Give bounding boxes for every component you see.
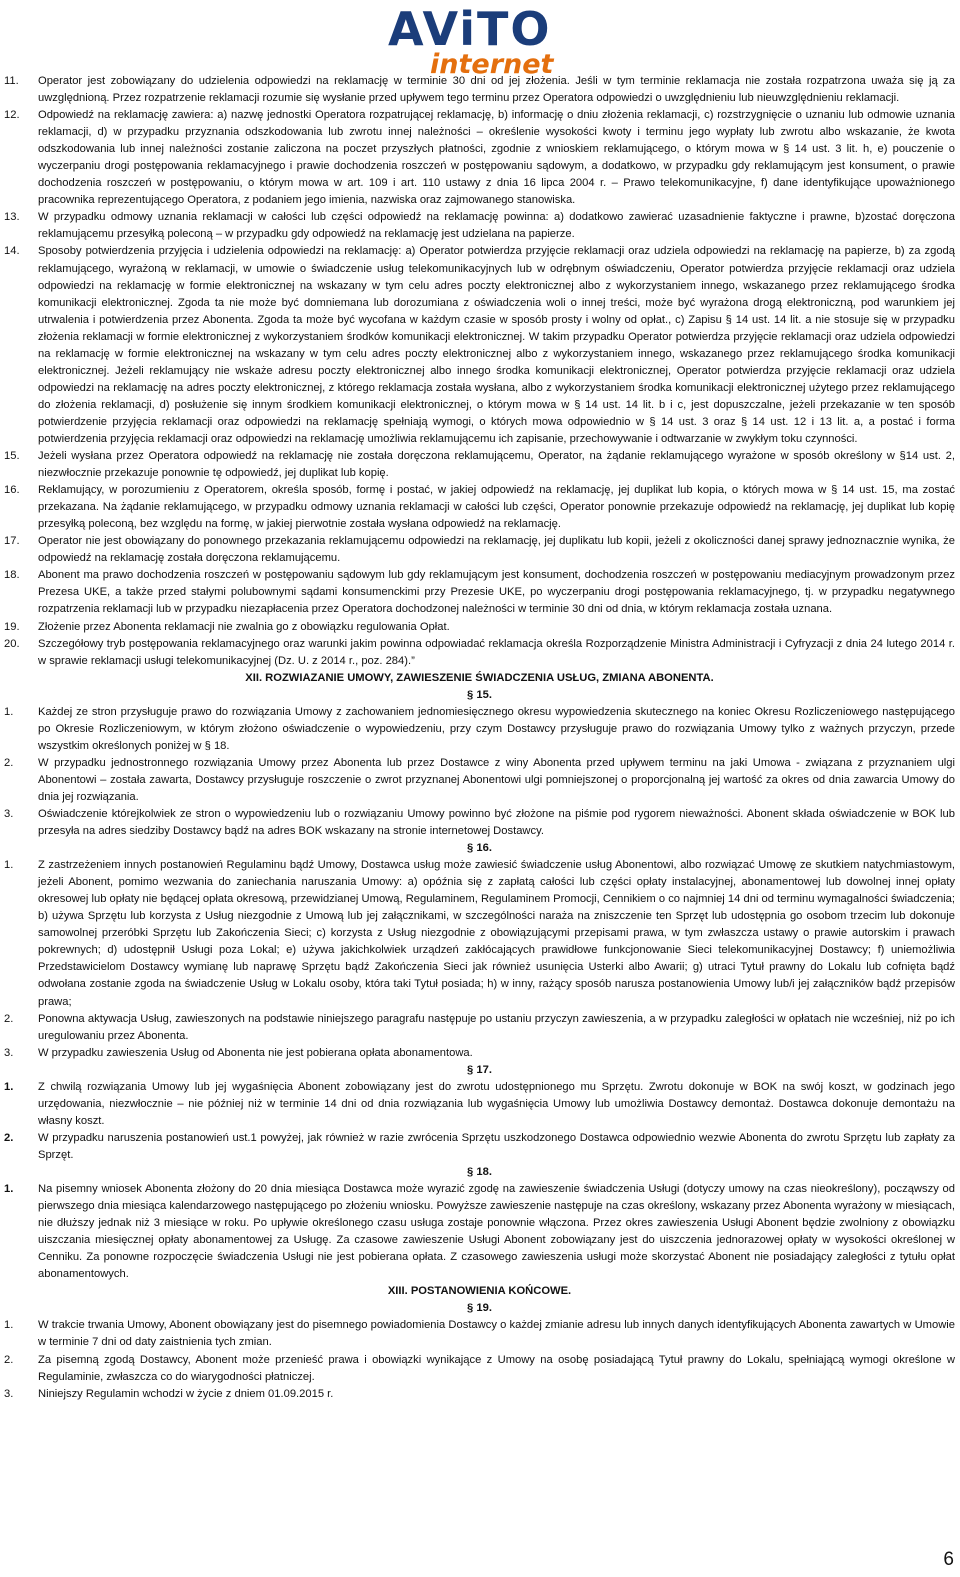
item-number: 2. <box>4 756 14 769</box>
section-heading: XII. ROZWIAZANIE UMOWY, ZAWIESZENIE ŚWIADCZENIA USŁUG, ZMIANA ABONENTA. <box>245 671 714 684</box>
item-number: 19. <box>4 620 20 633</box>
list-item <box>4 243 955 448</box>
list-item <box>4 1079 955 1130</box>
regulation-document <box>4 73 955 1403</box>
list-item <box>4 636 955 670</box>
item-number: 2. <box>4 1012 14 1025</box>
item-text: Szczegółowy tryb postępowania reklamacyjnego oraz warunki jakim powinna odpowiadać reklamacja określa Rozporządzenie Ministra Administracji i Cyfryzacji z dnia 24 lutego 2014 r. w sprawie reklamacji usługi telekomunikacyjnej (Dz. U. z 2014 r., poz. 284).” <box>38 637 955 667</box>
list-item <box>4 1352 955 1386</box>
item-text: Ponowna aktywacja Usług, zawieszonych na podstawie niniejszego paragrafu następuje po ustaniu przyczyn zawieszenia, a w przypadku zaległości w opłatach nie wcześniej, niż po ich uregulowaniu przez Abonenta. <box>38 1012 955 1042</box>
list-item <box>4 704 955 755</box>
item-number: 1. <box>4 859 14 872</box>
list-item <box>4 1181 955 1283</box>
item-text: Niniejszy Regulamin wchodzi w życie z dniem 01.09.2015 r. <box>38 1387 334 1400</box>
list-item <box>4 73 955 107</box>
item-number: 14. <box>4 245 20 258</box>
item-number: 3. <box>4 808 14 821</box>
item-number: 3. <box>4 1387 14 1400</box>
list-item <box>4 107 955 209</box>
list-item <box>4 1011 955 1045</box>
item-text: W przypadku jednostronnego rozwiązania Umowy przez Abonenta lub przez Dostawce z winy Abonenta przed upływem terminu na jaki Umowa - związana z przyznaniem ulgi Abonentowi – została zawarta, Dostawcy przysługuje roszczenie o zwrot przyznanej Abonentowi ulgi pomniejszonej o proporcjonalną jej wartość za okres od dnia zawarcia Umowy do dnia jej rozwiązania. <box>38 756 955 803</box>
item-text: Abonent ma prawo dochodzenia roszczeń w postępowaniu sądowym lub gdy reklamującym jest konsument, dochodzenia roszczeń w postępowaniu mediacyjnym prowadzonym przez Prezesa UKE, a także przed stałymi polubownymi sądami konsumenckimi przy Prezesie UKE, po wyczerpaniu drogi postępowania reklamacyjnego, tj. w przypadku negatywnego rozpatrzenia reklamacji lub w przypadku niezapłacenia przez Operatora dochodzonej należności w terminie 30 dni od dnia, w którym reklamacja została uznana. <box>38 569 955 616</box>
item-text: W przypadku odmowy uznania reklamacji w całości lub części odpowiedź na reklamację powinna: a) dodatkowo zawierać uzasadnienie faktyczne i prawne, b)zostać doręczona reklamującemu przesyłką poleconą – w przypadku gdy odpowiedź na reklamację jest udzielana na papierze. <box>38 211 955 241</box>
item-number: 13. <box>4 211 20 224</box>
item-number: 18. <box>4 569 20 582</box>
list-item <box>4 567 955 618</box>
item-text: Reklamujący, w porozumieniu z Operatorem, określa sposób, formę i postać, w jakiej odpowiedź na reklamację, jej duplikat lub kopia, o których mowa w § 14 ust. 15, ma zostać przekazana. Na żądanie reklamującego, w przypadku odmowy uznania reklamacji w całości lub części, Operator ponownie przekazuje odpowiedź na reklamację, jej duplikat lub kopię przesyłką poleconą, bez względu na formę, w jakiej pierwotnie została wysłana odpowiedź na reklamację. <box>38 484 955 531</box>
item-number: 2. <box>4 1353 14 1366</box>
section-heading: XIII. POSTANOWIENIA KOŃCOWE. <box>387 1285 572 1298</box>
list-item <box>4 448 955 482</box>
item-number: 1. <box>4 1183 14 1196</box>
item-number: 15. <box>4 450 20 463</box>
item-text: Z zastrzeżeniem innych postanowień Regulaminu bądź Umowy, Dostawca usług może zawiesić świadczenie usług Abonentowi, albo rozwiązać Umowę ze skutkiem natychmiastowym, jeżeli Abonent, pomimo wezwania do zaniechania naruszania Umowy: a) opóźnia się z zapłatą całości lub części opłaty instalacyjnej, abonamentowej lub dowolnej innej opłaty okresowej lub opłaty nie będącej opłata okresową, przewidzianej Umową, Regulaminem, Regulaminem Promocji, Cennikiem o co najmniej 14 dni od terminu wymagalności świadczenia; b) używa Sprzętu lub korzysta z Usług niezgodnie z Umową lub jej załącznikami, w szczególności naraża na zniszczenie ten Sprzęt lub udostępnia go osobom trzecim lub dokonuje samowolnej przeróbki Sprzętu lub Zakończenia Sieci; c) korzysta z Usług niezgodnie z obowiązującymi przepisami prawa, w tym zwłaszcza ustawy o prawie autorskim i prawach pokrewnych; d) udostępnił Usługi poza Lokal; e) używa jakichkolwiek urządzeń zakłócających prawidłowe funkcjonowanie Sieci telekomunikacyjnej Dostawcy; f) uniemożliwia Przedstawicielom Dostawcy wymianę lub naprawę Sprzętu bądź Zakończenia Sieci jak również usunięcia Usterki albo Awarii; g) utraci Tytuł prawny do Lokalu lub cofnięta bądź odwołana zostanie zgoda na świadczenie Usług w Lokalu osoby, która taki Tytuł posiada; h) w inny, rażący sposób narusza postanowienia Umowy lub/i jej załączników bądź przepisów prawa; <box>38 859 955 1008</box>
item-number: 16. <box>4 484 20 497</box>
item-text: Operator jest zobowiązany do udzielenia odpowiedzi na reklamację w terminie 30 dni od jej złożenia. Jeśli w tym terminie reklamacja nie została rozpatrzona uważa się ją za uwzględnioną. Przez rozpatrzenie reklamacji rozumie się wysłanie przed upływem tego terminu przez Operatora odpowiedzi o uwzględnieniu lub nieuwzględnieniu reklamacji. <box>38 75 955 105</box>
section-heading: § 18. <box>467 1166 492 1178</box>
item-text: Odpowiedź na reklamację zawiera: a) nazwę jednostki Operatora rozpatrującej reklamację, b) informację o dniu złożenia reklamacji, c) rozstrzygnięcie o uznaniu lub odmowie uznania reklamacji, d) w przypadku przyznania odszkodowania lub zwrotu innej należności – określenie wysokości kwoty i terminu jego wypłaty lub zwrotu albo wskazanie, że kwota odszkodowania lub innej należności zostanie zaliczona na poczet przyszłych płatności, zgodnie z wnioskiem reklamującego, o którym mowa w § 14 ust. 3 lit. h, e) pouczenie o wyczerpaniu drogi postępowania reklamacyjnego i prawie dochodzenia roszczeń w postępowaniu sądowym, a dodatkowo, w przypadku gdy reklamującym jest konsument, o prawie dochodzenia roszczeń w postępowaniu, o którym mowa w art. 109 i art. 110 ustawy z dnia 16 lipca 2004 r. – Prawo telekomunikacyjne, f) dane identyfikujące upoważnionego pracownika reprezentującego Operatora, z podaniem jego imienia, nazwiska oraz zajmowanego stanowiska. <box>38 109 955 207</box>
item-number: 17. <box>4 535 20 548</box>
item-number: 2. <box>4 1131 14 1144</box>
item-number: 11. <box>4 75 19 87</box>
list-item <box>4 755 955 806</box>
list-item <box>4 209 955 243</box>
item-text: Każdej ze stron przysługuje prawo do rozwiązania Umowy z zachowaniem jednomiesięcznego okresu wypowiedzenia skutecznego na koniec Okresu Rozliczeniowego następującego po Okresie Rozliczeniowym, w którym złożono oświadczenie o wypowiedzeniu, przy czym Dostawcy przysługuje prawo do rozwiązania Umowy tylko z ważnych przyczyn, przede wszystkim określonych poniżej w § 18. <box>38 705 955 752</box>
section-heading: § 19. <box>467 1302 492 1315</box>
item-text: W przypadku naruszenia postanowień ust.1 powyżej, jak również w razie zwrócenia Sprzętu uszkodzonego Dostawca odpowiednio wezwie Abonenta do zwrotu Sprzętu lub zapłaty za Sprzęt. <box>38 1131 955 1161</box>
page-number: 6 <box>943 1549 954 1570</box>
item-number: 1. <box>4 1319 14 1332</box>
item-text: W trakcie trwania Umowy, Abonent obowiązany jest do pisemnego powiadomienia Dostawcy o każdej zmianie adresu lub innych danych identyfikujących Abonenta zawartych w Umowie w terminie 7 dni od daty zaistnienia tych zmian. <box>38 1319 955 1349</box>
list-item <box>4 857 955 1010</box>
list-item <box>4 533 955 567</box>
item-text: Za pisemną zgodą Dostawcy, Abonent może przenieść prawa i obowiązki wynikające z Umowy na osobę posiadającą Tytuł prawny do Lokalu, spełniającą wymogi określone w Regulaminie, zwłaszcza co do wiarygodności płatniczej. <box>38 1353 955 1383</box>
item-number: 1. <box>4 705 14 718</box>
item-number: 20. <box>4 637 20 650</box>
item-number: 1. <box>4 1080 14 1093</box>
section-heading: § 15. <box>467 688 492 701</box>
item-text: Z chwilą rozwiązania Umowy lub jej wygaśnięcia Abonent zobowiązany jest do zwrotu udostępnionego mu Sprzętu. Zwrotu dokonuje w BOK na swój koszt, w godzinach jego urzędowania, niezwłocznie – nie później niż w terminie 14 dni od dnia rozwiązania lub wygaśnięcia Umowy lub umożliwia Dostawcy demontaż. Dostawca dokonuje demontażu na własny koszt. <box>38 1080 955 1127</box>
section-heading: § 16. <box>467 842 492 855</box>
item-text: Oświadczenie którejkolwiek ze stron o wypowiedzeniu lub o rozwiązaniu Umowy powinno być złożone na piśmie pod rygorem nieważności. Abonent składa oświadczenie w BOK lub przesyła na adres siedziby Dostawcy bądź na adres BOK wskazany na stronie internetowej Dostawcy. <box>38 808 955 838</box>
item-number: 12. <box>4 109 20 122</box>
list-item <box>4 619 955 636</box>
list-item <box>4 1386 955 1403</box>
list-item <box>4 1130 955 1164</box>
item-text: Sposoby potwierdzenia przyjęcia i udzielenia odpowiedzi na reklamację: a) Operator potwierdza przyjęcie reklamacji oraz udziela odpowiedzi na reklamację na papierze, b) za zgodą reklamującego, wyrażoną w reklamacji, w umowie o świadczenie usług telekomunikacyjnych lub w odrębnym oświadczeniu, Operator potwierdza przyjęcie reklamacji oraz udziela odpowiedzi na reklamację w formie elektronicznej na wskazany w tym celu adres poczty elektronicznej albo z wykorzystaniem innego, wskazanego przez reklamującego środka komunikacji elektronicznej. Zgoda ta nie może być domniemana lub dorozumiana z oświadczenia woli o innej treści, może być wyrażona drogą elektroniczną, pod warunkiem jej utrwalenia i potwierdzenia przez Abonenta. Zgoda ta może być wycofana w każdym czasie w sposób prosty i wolny od opłat., c) Zapisu § 14 ust. 14 lit. a nie stosuje się w przypadku złożenia reklamacji w formie elektronicznej z wykorzystaniem środków komunikacji elektronicznej. W takim przypadku Operator potwierdza przyjęcie reklamacji oraz udziela odpowiedzi na reklamację w formie elektronicznej na wskazany w tym celu adres poczty elektronicznej albo z wykorzystaniem innego, wskazanego przez reklamującego środka komunikacji elektronicznej. Jeżeli reklamujący nie wskaże adresu poczty elektronicznej albo innego środka komunikacji elektronicznej, Operator potwierdza przyjęcie reklamacji oraz udziela odpowiedzi na reklamację na adres poczty elektronicznej, z którego reklamacja została wysłana, albo z wykorzystaniem środka komunikacji elektronicznej użytego przez reklamującego do złożenia reklamacji, d) posłużenie się innym środkiem komunikacji elektronicznej, o którym mowa w § 14 ust. 14 lit. b i c, jest dopuszczalne, jeżeli przekazanie w ten sposób potwierdzenie przyjęcia reklamacji oraz odpowiedzi na reklamację spełniają wymogi, o których mowa odpowiednio w § 14 ust. 3 oraz § 14 ust. 12 i 13 lit. a, a postać i forma potwierdzenia przyjęcia reklamacji oraz odpowiedzi na reklamację umożliwia reklamującemu ich zapisanie, przechowywanie i odtwarzanie w zwykłym toku czynności. <box>38 245 955 445</box>
item-text: Jeżeli wysłana przez Operatora odpowiedź na reklamację nie została doręczona reklamującemu, Operator, na żądanie reklamującego wyrażone w sposób określony w §14 ust. 2, niezwłocznie przekazuje ponownie tę odpowiedź, jej duplikat lub kopię. <box>38 450 955 480</box>
item-text: Operator nie jest obowiązany do ponownego przekazania reklamującemu odpowiedzi na reklamację, jej duplikatu lub kopii, jeżeli z okoliczności danej sprawy jednoznacznie wynika, że odpowiedź na reklamację została doręczona reklamującemu. <box>38 535 955 565</box>
logo-avito-text: AViTO <box>388 2 552 56</box>
item-text: Na pisemny wniosek Abonenta złożony do 20 dnia miesiąca Dostawca może wyrazić zgodę na zawieszenie świadczenia Usługi (dotyczy umowy na czas nieokreślony), począwszy od pierwszego dnia miesiąca kalendarzowego następującego po złożeniu wniosku. Powyższe zawieszenie następuje na czas określony, wskazany przez Abonenta wyrażony w miesiącach, nie dłuższy jednak niż 3 miesiące w roku. Po upływie określonego czasu usługa zostaje ponownie włączona. Przez okres zawieszenia Usługi Abonent będzie zwolniony z obowiązku uiszczania miesięcznej opłaty abonamentowej za Usługę. Za czasowe zawieszenie Usługi Abonent zobowiązany jest do uiszczenia jednorazowej opłaty w wysokości określonej w Cenniku. Za ponowne rozpoczęcie świadczenia Usługi nie jest pobierana opłata. Z czasowego zawieszenia usługi może skorzystać Abonent nie posiadający zaległości z tytułu opłat abonamentowych. <box>38 1183 955 1281</box>
item-text: W przypadku zawieszenia Usług od Abonenta nie jest pobierana opłata abonamentowa. <box>38 1046 473 1059</box>
item-text: Złożenie przez Abonenta reklamacji nie zwalnia go z obowiązku regulowania Opłat. <box>38 620 450 633</box>
list-item <box>4 806 955 840</box>
list-item <box>4 1045 955 1062</box>
logo-internet-text: internet <box>430 49 554 80</box>
section-heading: § 17. <box>467 1063 492 1076</box>
list-item <box>4 482 955 533</box>
item-number: 3. <box>4 1046 14 1059</box>
list-item <box>4 1317 955 1351</box>
